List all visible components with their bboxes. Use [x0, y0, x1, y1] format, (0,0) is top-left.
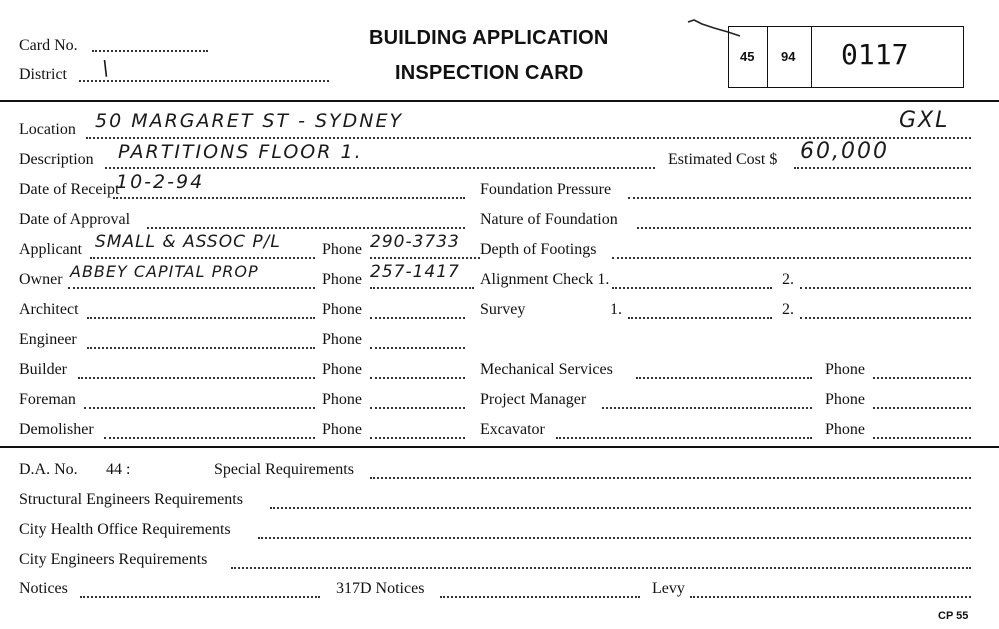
foundation-pressure-line — [628, 197, 971, 199]
city-engineers-requirements-label: City Engineers Requirements — [19, 551, 208, 568]
nature-foundation-label: Nature of Foundation — [480, 211, 618, 228]
date-receipt-line — [113, 197, 465, 199]
engineer-phone-line — [370, 347, 465, 349]
notices-317d-label: 317D Notices — [336, 580, 425, 597]
foundation-pressure-label: Foundation Pressure — [480, 181, 612, 198]
nature-foundation-line — [637, 227, 971, 229]
card-no-line — [92, 50, 208, 52]
levy-line — [690, 596, 971, 598]
mechanical-phone-label: Phone — [825, 361, 865, 378]
date-receipt-label: Date of Receipt — [19, 181, 120, 198]
foreman-phone-label: Phone — [322, 391, 362, 408]
notices-label: Notices — [19, 580, 68, 597]
project-manager-label: Project Manager — [480, 391, 587, 408]
box-divider-1 — [767, 27, 768, 87]
mechanical-services-line — [636, 377, 812, 379]
notices-317d-line — [440, 596, 640, 598]
card-no-label: Card No. — [19, 37, 78, 54]
demolisher-phone-line — [370, 437, 465, 439]
applicant-phone-label: Phone — [322, 241, 362, 258]
survey-line-1 — [628, 317, 772, 319]
form-title-line1: BUILDING APPLICATION — [369, 27, 609, 49]
applicant-label: Applicant — [19, 241, 83, 258]
depth-footings-label: Depth of Footings — [480, 241, 597, 258]
mechanical-phone-line — [873, 377, 971, 379]
demolisher-phone-label: Phone — [322, 421, 362, 438]
date-approval-line — [147, 227, 465, 229]
district-value: \ — [102, 56, 111, 80]
alignment-check-line-1 — [612, 287, 772, 289]
date-receipt-value: 10-2-94 — [116, 171, 205, 193]
demolisher-label: Demolisher — [19, 421, 94, 438]
foreman-phone-line — [370, 407, 465, 409]
city-engineers-requirements-line — [231, 567, 971, 569]
special-requirements-label: Special Requirements — [214, 461, 354, 478]
survey-line-2 — [800, 317, 971, 319]
da-no-label: D.A. No. — [19, 461, 78, 478]
owner-value: ABBEY CAPITAL PROP — [70, 262, 259, 281]
health-requirements-line — [258, 537, 971, 539]
engineer-phone-label: Phone — [322, 331, 362, 348]
architect-line — [87, 317, 315, 319]
header-divider — [0, 100, 999, 102]
box-card-number: 0117 — [841, 38, 909, 71]
foreman-line — [84, 407, 315, 409]
engineer-label: Engineer — [19, 331, 77, 348]
box-value-2: 94 — [781, 49, 796, 64]
notices-line — [80, 596, 320, 598]
special-requirements-line — [370, 477, 971, 479]
alignment-check-2-label: 2. — [782, 271, 794, 288]
da-no-value: 44 : — [106, 461, 131, 478]
location-value: 50 MARGARET ST - SYDNEY — [95, 110, 404, 132]
owner-label: Owner — [19, 271, 63, 288]
description-line — [105, 167, 655, 169]
applicant-value: SMALL & ASSOC P/L — [95, 232, 281, 252]
excavator-phone-line — [873, 437, 971, 439]
alignment-check-label: Alignment Check 1. — [480, 271, 610, 288]
owner-phone-line — [370, 287, 474, 289]
project-manager-line — [602, 407, 812, 409]
form-title-line2: INSPECTION CARD — [395, 62, 584, 84]
excavator-label: Excavator — [480, 421, 545, 438]
builder-phone-line — [370, 377, 465, 379]
location-label: Location — [19, 121, 76, 138]
structural-requirements-label: Structural Engineers Requirements — [19, 491, 243, 508]
architect-label: Architect — [19, 301, 79, 318]
builder-label: Builder — [19, 361, 67, 378]
district-label: District — [19, 66, 67, 83]
engineer-line — [87, 347, 315, 349]
levy-label: Levy — [652, 580, 685, 597]
applicant-phone-line — [370, 257, 480, 259]
structural-requirements-line — [270, 507, 971, 509]
alignment-check-line-2 — [800, 287, 971, 289]
survey-label: Survey — [480, 301, 526, 318]
architect-phone-label: Phone — [322, 301, 362, 318]
card-number-box — [728, 26, 964, 88]
applicant-line — [90, 257, 315, 259]
estimated-cost-line — [794, 167, 971, 169]
owner-line — [68, 287, 315, 289]
builder-line — [78, 377, 315, 379]
survey-1-label: 1. — [610, 301, 622, 318]
description-value: PARTITIONS FLOOR 1. — [118, 141, 363, 163]
description-label: Description — [19, 151, 94, 168]
builder-phone-label: Phone — [322, 361, 362, 378]
foreman-label: Foreman — [19, 391, 76, 408]
requirements-divider — [0, 446, 999, 448]
date-approval-label: Date of Approval — [19, 211, 131, 228]
excavator-phone-label: Phone — [825, 421, 865, 438]
location-code: GXL — [899, 108, 950, 133]
project-manager-phone-label: Phone — [825, 391, 865, 408]
mechanical-services-label: Mechanical Services — [480, 361, 613, 378]
district-line — [79, 80, 329, 82]
box-divider-2 — [811, 27, 812, 87]
form-code: CP 55 — [938, 610, 969, 622]
estimated-cost-value: 60,000 — [800, 139, 889, 164]
owner-phone-value: 257-1417 — [370, 262, 460, 282]
owner-phone-label: Phone — [322, 271, 362, 288]
depth-footings-line — [612, 257, 971, 259]
applicant-phone-value: 290-3733 — [370, 232, 460, 252]
architect-phone-line — [370, 317, 465, 319]
excavator-line — [556, 437, 812, 439]
box-value-1: 45 — [740, 49, 755, 64]
demolisher-line — [104, 437, 315, 439]
project-manager-phone-line — [873, 407, 971, 409]
health-requirements-label: City Health Office Requirements — [19, 521, 231, 538]
estimated-cost-label: Estimated Cost $ — [668, 151, 778, 168]
survey-2-label: 2. — [782, 301, 794, 318]
